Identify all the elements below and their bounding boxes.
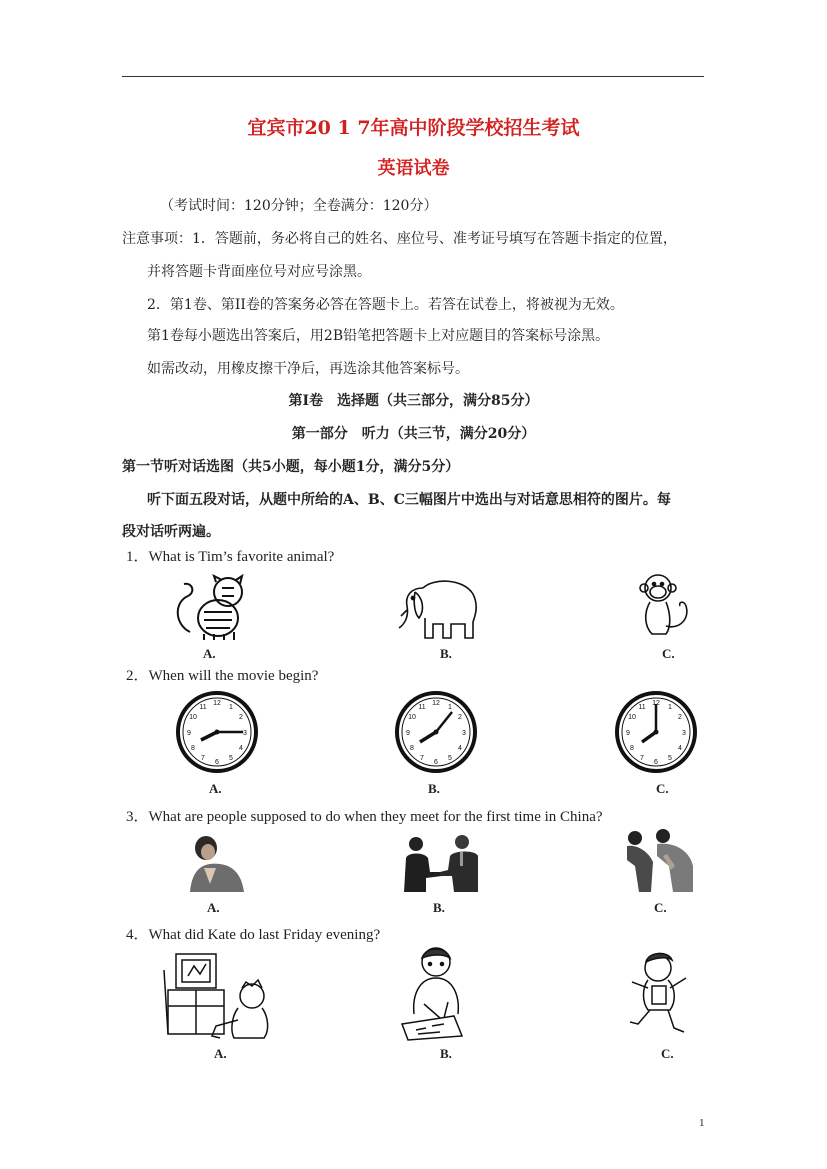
- header-rule: [122, 76, 704, 77]
- option-label-4a: A.: [214, 1046, 227, 1061]
- option-label-3b: B.: [433, 900, 445, 915]
- svg-text:3: 3: [682, 730, 686, 737]
- clock-c-icon: [614, 690, 698, 774]
- question-1: 1．What is Tim’s favorite animal?: [126, 549, 335, 565]
- notes-line-4: 第1卷每小题选出答案后，用2B铅笔把答题卡上对应题目的答案标号涂黑。: [147, 328, 610, 344]
- svg-text:1: 1: [229, 704, 233, 711]
- instruction-line-2: 段对话听两遍。: [122, 524, 220, 540]
- option-label-4b: B.: [440, 1046, 452, 1061]
- svg-text:4: 4: [239, 745, 243, 752]
- notes-line-2: 并将答题卡背面座位号对应号涂黑。: [147, 264, 371, 280]
- exam-info: （考试时间：120分钟；全卷满分：120分）: [160, 198, 438, 214]
- svg-text:12: 12: [432, 700, 440, 707]
- svg-text:10: 10: [628, 714, 636, 721]
- svg-text:5: 5: [668, 755, 672, 762]
- part-heading: 第Ⅰ卷 选择题（共三部分，满分85分）: [288, 393, 539, 409]
- svg-text:2: 2: [239, 714, 243, 721]
- option-label-2b: B.: [428, 781, 440, 796]
- question-3: 3．What are people supposed to do when they meet for the first time in China?: [126, 809, 603, 825]
- svg-text:9: 9: [187, 730, 191, 737]
- svg-text:1: 1: [448, 704, 452, 711]
- bowing-people-picture: [623, 826, 697, 892]
- elephant-picture: [393, 570, 483, 642]
- svg-text:3: 3: [462, 730, 466, 737]
- option-label-1c: C.: [662, 646, 675, 661]
- svg-text:6: 6: [215, 759, 219, 766]
- clock-a-icon: [175, 690, 259, 774]
- tiger-picture: [170, 572, 254, 642]
- subsection-heading: 第一节听对话选图（共5小题，每小题1分，满分5分）: [122, 459, 460, 475]
- svg-text:7: 7: [201, 755, 205, 762]
- svg-text:12: 12: [652, 700, 660, 707]
- watching-tv-picture: [160, 950, 278, 1042]
- option-label-3c: C.: [654, 900, 667, 915]
- option-label-3a: A.: [207, 900, 220, 915]
- svg-text:5: 5: [448, 755, 452, 762]
- exam-title: 宜宾市20 1 7年高中阶段学校招生考试: [247, 117, 580, 139]
- instruction-line-1: 听下面五段对话，从题中所给的A、B、C三幅图片中选出与对话意思相符的图片。每: [147, 492, 671, 508]
- option-label-1a: A.: [203, 646, 216, 661]
- svg-text:2: 2: [458, 714, 462, 721]
- notes-line-3: 2．第1卷、第II卷的答案务必答在答题卡上。若答在试卷上，将被视为无效。: [147, 297, 624, 313]
- svg-text:9: 9: [626, 730, 630, 737]
- svg-text:3: 3: [243, 730, 247, 737]
- option-label-2a: A.: [209, 781, 222, 796]
- svg-text:10: 10: [408, 714, 416, 721]
- svg-text:2: 2: [678, 714, 682, 721]
- section-heading: 第一部分 听力（共三节，满分20分）: [291, 426, 536, 442]
- page-number: 1: [699, 1117, 705, 1129]
- svg-text:8: 8: [410, 745, 414, 752]
- svg-text:6: 6: [654, 759, 658, 766]
- question-2: 2．When will the movie begin?: [126, 668, 319, 684]
- bowing-woman-picture: [180, 832, 246, 892]
- handshake-picture: [400, 832, 482, 892]
- svg-text:5: 5: [229, 755, 233, 762]
- exam-subtitle: 英语试卷: [377, 158, 450, 179]
- notes-line-5: 如需改动，用橡皮擦干净后，再选涂其他答案标号。: [147, 361, 469, 377]
- svg-text:11: 11: [638, 704, 646, 711]
- svg-text:12: 12: [213, 700, 221, 707]
- svg-text:11: 11: [199, 704, 207, 711]
- notes-line-1: 注意事项：1．答题前，务必将自己的姓名、座位号、准考证号填写在答题卡指定的位置，: [122, 231, 677, 247]
- dancing-boy-picture: [624, 948, 694, 1040]
- option-label-1b: B.: [440, 646, 452, 661]
- svg-text:4: 4: [678, 745, 682, 752]
- clock-b-icon: [394, 690, 478, 774]
- svg-text:8: 8: [191, 745, 195, 752]
- svg-text:8: 8: [630, 745, 634, 752]
- svg-text:1: 1: [668, 704, 672, 711]
- svg-text:7: 7: [420, 755, 424, 762]
- svg-text:9: 9: [406, 730, 410, 737]
- option-label-4c: C.: [661, 1046, 674, 1061]
- question-4: 4．What did Kate do last Friday evening?: [126, 927, 381, 943]
- monkey-picture: [636, 570, 692, 640]
- drawing-boy-picture: [396, 944, 476, 1042]
- svg-text:6: 6: [434, 759, 438, 766]
- svg-text:4: 4: [458, 745, 462, 752]
- svg-text:7: 7: [640, 755, 644, 762]
- svg-text:11: 11: [418, 704, 426, 711]
- svg-text:10: 10: [189, 714, 197, 721]
- option-label-2c: C.: [656, 781, 669, 796]
